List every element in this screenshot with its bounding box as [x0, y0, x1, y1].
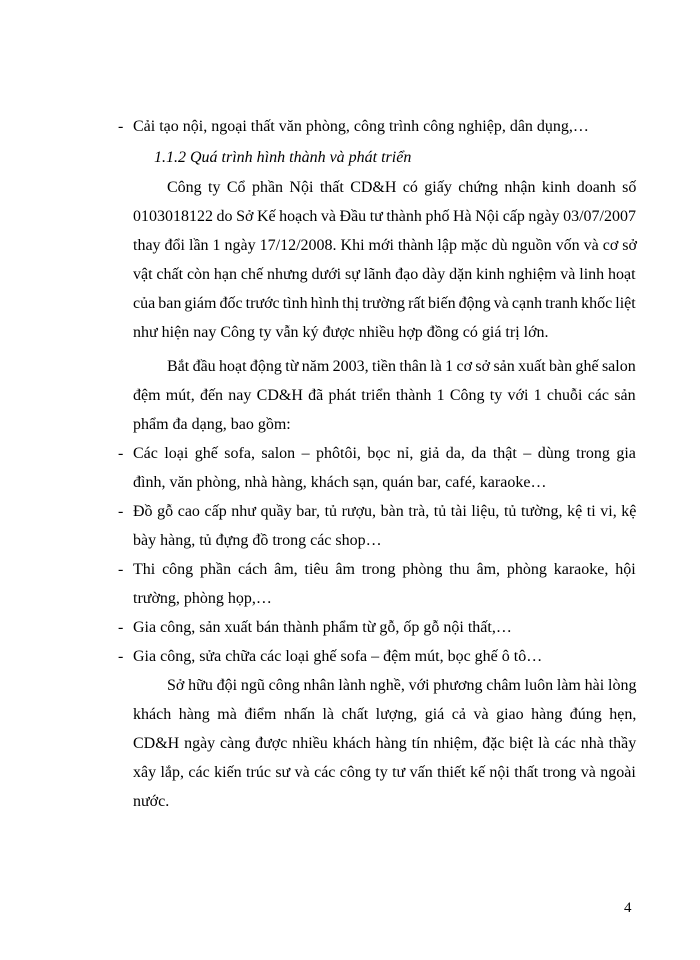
paragraph-line: đệm mút, đến nay CD&H đã phát triển thành 1 Công ty với 1 chuỗi các sản: [133, 387, 636, 404]
paragraph-line: của ban giám đốc trước tình hình thị trường rất biến động và cạnh tranh khốc liệt: [133, 295, 636, 312]
bullet-item-text: Cải tạo nội, ngoại thất văn phòng, công trình công nghiệp, dân dụng,…: [133, 118, 589, 135]
paragraph-line: CD&H ngày càng được nhiều khách hàng tín nhiệm, đặc biệt là các nhà thầy: [133, 735, 637, 752]
bullet-dash: -: [118, 619, 124, 636]
product-item-text: Gia công, sản xuất bán thành phẩm từ gỗ, ốp gỗ nội thất,…: [133, 619, 512, 636]
paragraph-line: xây lắp, các kiến trúc sư và các công ty tư vấn thiết kế nội thất trong và ngoài: [133, 764, 636, 781]
paragraph-line: vật chất còn hạn chế nhưng dưới sự lãnh đạo dày dặn kinh nghiệm và linh hoạt: [133, 266, 636, 283]
section-heading: 1.1.2 Quá trình hình thành và phát triển: [154, 149, 412, 166]
paragraph-line: như hiện nay Công ty vẫn ký được nhiều hợp đồng có giá trị lớn.: [133, 324, 549, 341]
paragraph-line: nước.: [133, 793, 170, 810]
product-item-text: Thi công phần cách âm, tiêu âm trong phòng thu âm, phòng karaoke, hội: [133, 561, 636, 578]
paragraph-line: Sở hữu đội ngũ công nhân lành nghề, với phương châm luôn làm hài lòng: [167, 677, 637, 694]
page-number: 4: [624, 900, 632, 916]
product-item-text: đình, văn phòng, nhà hàng, khách sạn, quán bar, café, karaoke…: [133, 474, 547, 491]
paragraph-line: thay đổi lần 1 ngày 17/12/2008. Khi mới thành lập mặc dù nguồn vốn và cơ sở: [133, 237, 637, 254]
bullet-dash: -: [118, 503, 124, 520]
bullet-dash: -: [118, 561, 124, 578]
paragraph-line: khách hàng mà điểm nhấn là chất lượng, giá cả và giao hàng đúng hẹn,: [133, 706, 637, 723]
product-item-text: bày hàng, tủ đựng đồ trong các shop…: [133, 532, 382, 549]
product-item-text: Đồ gỗ cao cấp như quầy bar, tủ rượu, bàn trà, tủ tài liệu, tủ tường, kệ ti vi, kệ: [133, 503, 637, 520]
bullet-dash: -: [118, 445, 124, 462]
paragraph-line: phẩm đa dạng, bao gồm:: [133, 416, 291, 433]
product-item-text: Gia công, sửa chữa các loại ghế sofa – đệm mút, bọc ghế ô tô…: [133, 648, 543, 665]
paragraph-line: Công ty Cổ phần Nội thất CD&H có giấy chứng nhận kinh doanh số: [167, 179, 637, 196]
paragraph-line: 0103018122 do Sở Kế hoạch và Đầu tư thành phố Hà Nội cấp ngày 03/07/2007: [133, 208, 636, 225]
bullet-dash: -: [118, 648, 124, 665]
product-item-text: trường, phòng họp,…: [133, 590, 272, 607]
product-item-text: Các loại ghế sofa, salon – phôtôi, bọc nỉ, giả da, da thật – dùng trong gia: [133, 445, 636, 462]
bullet-dash: -: [118, 118, 124, 135]
paragraph-line: Bắt đầu hoạt động từ năm 2003, tiền thân là 1 cơ sở sản xuất bàn ghế salon: [167, 358, 636, 375]
